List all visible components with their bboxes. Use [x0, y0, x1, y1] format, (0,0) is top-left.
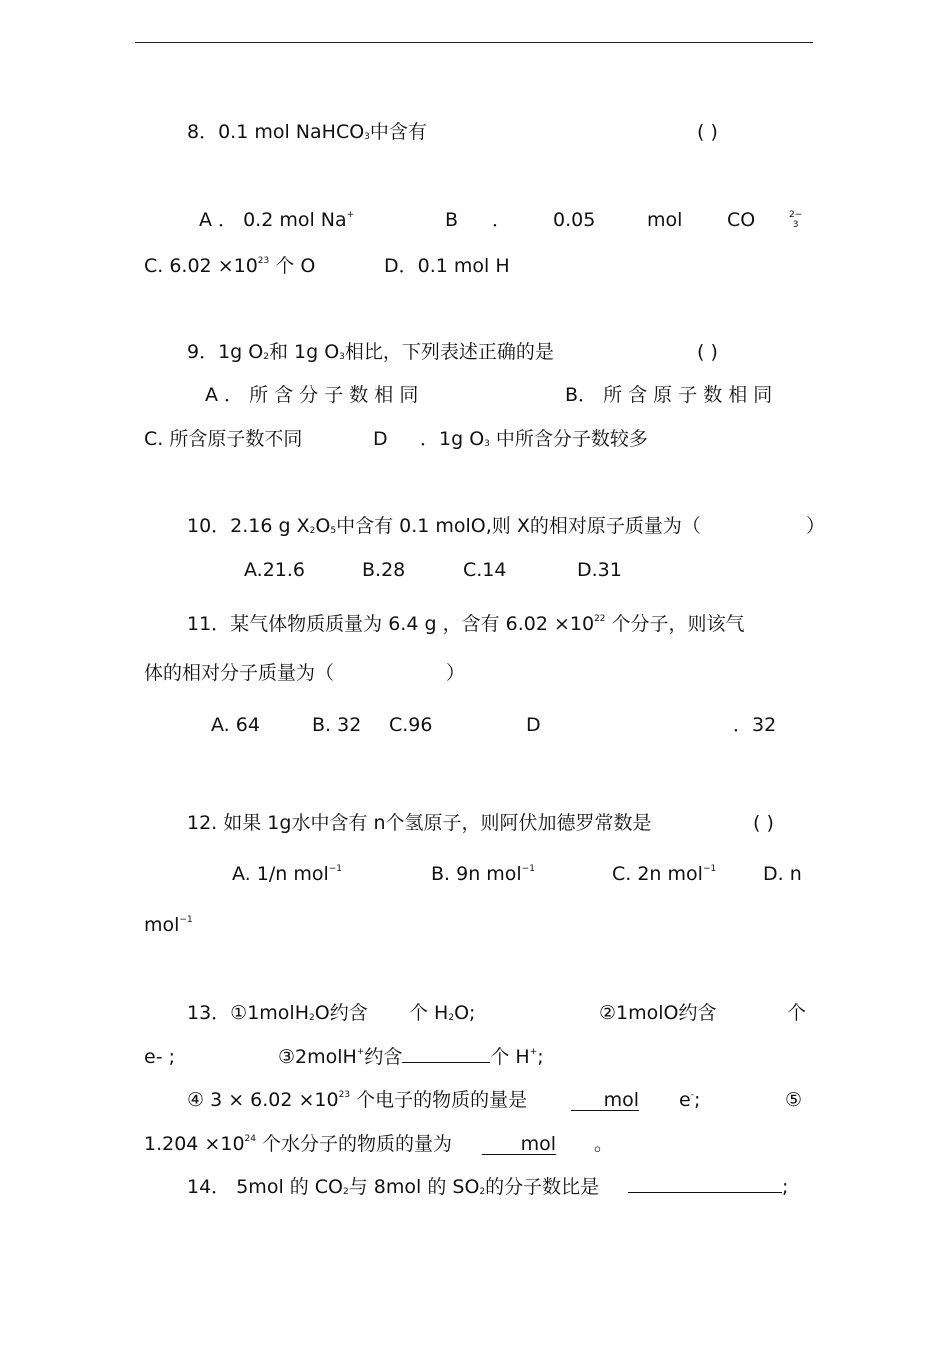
- q8-stem: 8．0.1 mol NaHCO$_3$中含有: [187, 121, 427, 143]
- q9-answer-paren: ( ): [697, 341, 718, 363]
- q8-answer-paren: ( ): [697, 121, 718, 143]
- q13-part3: ③2molH+约含 个 H+;: [278, 1046, 544, 1068]
- q9-option-b: B． 所 含 原 子 数 相 同: [565, 384, 773, 406]
- q12-option-a: A. 1/n mol$^{-1}$: [232, 863, 343, 885]
- q11-option-a: A. 64: [211, 714, 260, 736]
- q13-part4-tail: e-;: [679, 1089, 701, 1111]
- q13-part5-blank[interactable]: mol: [482, 1132, 556, 1156]
- q11-option-d-letter: D: [526, 714, 541, 736]
- q8-option-b-formula: CO: [727, 209, 756, 231]
- q14-blank[interactable]: ;: [628, 1175, 788, 1199]
- q10-answer-paren: ）: [806, 515, 826, 537]
- q9-option-d: ．1g $O_3$ 中所含分子数较多: [420, 428, 648, 450]
- q9-option-d-letter: D: [373, 428, 388, 450]
- q12-option-d-line2: mol$^{-1}$: [144, 914, 193, 936]
- q8-option-b-number: 0.05: [553, 209, 596, 231]
- q8-option-b-dot: ．: [492, 209, 512, 231]
- q12-option-b: B. 9n mol$^{-1}$: [431, 863, 535, 885]
- q13-part2: ②1molO约含: [599, 1002, 717, 1024]
- header-rule: [135, 42, 813, 43]
- q11-stem-line2: 体的相对分子质量为（: [144, 662, 335, 684]
- q11-option-c: C.96: [389, 714, 433, 736]
- q8-option-d: D．0.1 mol H: [384, 255, 510, 277]
- q10-option-c: C.14: [463, 559, 507, 581]
- q13-part5-tail: 。: [594, 1133, 614, 1155]
- q13-part1: 13．①1molH$_2$O约含: [187, 1002, 368, 1024]
- q9-stem: 9．1g $O_2$和 1g $O_3$相比，下列表述正确的是: [187, 341, 554, 363]
- q10-option-a: A.21.6: [244, 559, 306, 581]
- q13-part2-line2: e- ;: [144, 1046, 175, 1068]
- q13-part5-mark: ⑤: [785, 1089, 803, 1111]
- q12-stem: 12. 如果 1g水中含有 n个氢原子，则阿伏加德罗常数是: [187, 812, 652, 834]
- q8-option-c: C. $6.02 \times 10^{23}$ 个 O: [144, 255, 316, 277]
- q13-part4: ④ $3 \times 6.02 \times 10^{23}$ 个电子的物质的量是: [187, 1089, 528, 1111]
- q11-stem: 11．某气体物质质量为 6.4 g ，含有 $6.02 \times 10^{22}$ 个分子，则该气: [187, 613, 745, 635]
- q12-answer-paren: ( ): [753, 812, 774, 834]
- q9-option-c: C. 所含原子数不同: [144, 428, 303, 450]
- q10-option-b: B.28: [362, 559, 406, 581]
- q8-option-b-charge: 2− 3: [789, 210, 803, 230]
- q11-option-d-value: ．32: [733, 714, 777, 736]
- q8-option-a: A ． 0.2 mol Na+: [199, 209, 355, 231]
- q13-part3-blank[interactable]: [402, 1062, 490, 1063]
- q11-option-b: B. 32: [312, 714, 362, 736]
- q10-stem: 10．2.16 g $X_2O_5$中含有 0.1 molO,则 X的相对原子质量为（: [187, 515, 701, 537]
- q9-option-a: A ． 所 含 分 子 数 相 同: [205, 384, 419, 406]
- q12-option-c: C. 2n mol$^{-1}$: [612, 863, 717, 885]
- q13-part5: $1.204 \times 10^{24}$ 个水分子的物质的量为: [144, 1133, 453, 1155]
- q12-option-d: D. n: [763, 863, 802, 885]
- q8-option-b-unit: mol: [647, 209, 683, 231]
- q13-part4-blank[interactable]: mol: [571, 1088, 639, 1112]
- q13-part2-tail: 个: [787, 1002, 807, 1024]
- q10-option-d: D.31: [577, 559, 622, 581]
- q11-answer-paren: ）: [446, 662, 466, 684]
- q8-option-b-letter: B: [445, 209, 459, 231]
- q13-part1-tail: 个 $H_2O$;: [409, 1002, 476, 1024]
- q14-stem: 14． 5mol 的 $CO_2$与 8mol 的 $SO_2$的分子数比是: [187, 1176, 600, 1198]
